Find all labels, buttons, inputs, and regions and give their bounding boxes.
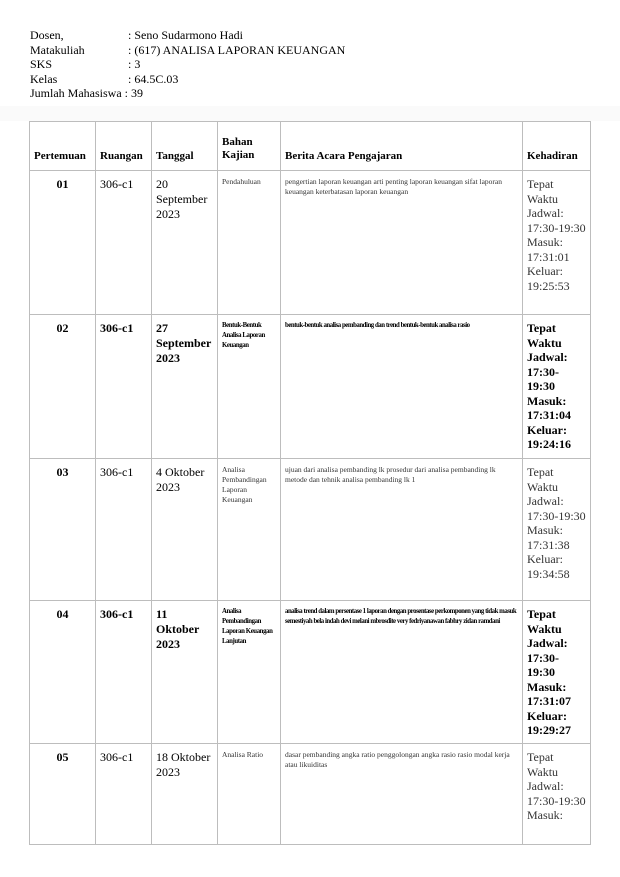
berita-cell: ujuan dari analisa pembanding lk prosedur dari analisa pembanding lk metode dan tehnik analisa pembanding lk 1 <box>281 459 523 601</box>
ruangan-cell: 306-c1 <box>96 744 152 845</box>
ruangan-cell: 306-c1 <box>96 171 152 315</box>
jumlah-value: : 39 <box>124 86 143 100</box>
kelas-value: : 64.5C.03 <box>128 71 179 86</box>
bahan-cell: Bentuk-Bentuk Analisa Laporan Keuangan <box>218 315 281 459</box>
jumlah-label: Jumlah Mahasiswa <box>30 86 122 100</box>
sks-value: : 3 <box>128 57 141 71</box>
kehadiran-cell: Tepat Waktu Jadwal: 17:30-19:30 Masuk: 17:31:07 Keluar: 19:29:27 <box>523 601 591 744</box>
col-bahan-kajian: Bahan Kajian <box>218 122 281 171</box>
table-row <box>30 459 591 601</box>
kelas-row <box>30 72 345 87</box>
pertemuan-cell: 01 <box>30 171 96 315</box>
bahan-cell: Analisa Ratio <box>218 744 281 845</box>
sks-row <box>30 57 345 72</box>
ruangan-cell: 306-c1 <box>96 315 152 459</box>
col-tanggal: Tanggal <box>152 122 218 171</box>
pertemuan-cell: 02 <box>30 315 96 459</box>
matakuliah-row <box>30 43 345 58</box>
matakuliah-value: : (617) ANALISA LAPORAN KEUANGAN <box>128 42 346 57</box>
jumlah-row <box>30 86 345 101</box>
dosen-label: Dosen, <box>30 28 64 42</box>
course-header <box>30 28 345 101</box>
col-kehadiran: Kehadiran <box>523 122 591 171</box>
tanggal-cell: 4 Oktober 2023 <box>152 459 218 601</box>
matakuliah-label: Matakuliah <box>30 42 85 57</box>
bahan-cell: Analisa Pembandingan Laporan Keuangan <box>218 459 281 601</box>
tanggal-cell: 11 Oktober 2023 <box>152 601 218 744</box>
table-row <box>30 601 591 744</box>
kehadiran-cell: Tepat Waktu Jadwal: 17:30-19:30 Masuk: 17:31:01 Keluar: 19:25:53 <box>523 171 591 315</box>
col-pertemuan: Pertemuan <box>30 122 96 171</box>
bahan-cell: Pendahuluan <box>218 171 281 315</box>
berita-cell: analisa trend dalam persentase 1 laporan dengan prosentase perkomponen yang tidak masuk semestiyah bela indah devi melani mbrosdite very fedriyanawan fabhry zidan ramdani <box>281 601 523 744</box>
kehadiran-cell: Tepat Waktu Jadwal: 17:30-19:30 Masuk: <box>523 744 591 845</box>
table-header-row <box>30 122 591 171</box>
table-row <box>30 744 591 845</box>
bahan-cell: Analisa Pembandingan Laporan Keuangan Lanjutan <box>218 601 281 744</box>
ruangan-cell: 306-c1 <box>96 459 152 601</box>
berita-cell: bentuk-bentuk analisa pembanding dan trend bentuk-bentuk analisa rasio <box>281 315 523 459</box>
berita-cell: pengertian laporan keuangan arti penting laporan keuangan sifat laporan keuangan keterbatasan laporan keuangan <box>281 171 523 315</box>
tanggal-cell: 18 Oktober 2023 <box>152 744 218 845</box>
col-berita-acara: Berita Acara Pengajaran <box>281 122 523 171</box>
kehadiran-cell: Tepat Waktu Jadwal: 17:30-19:30 Masuk: 17:31:38 Keluar: 19:34:58 <box>523 459 591 601</box>
pertemuan-cell: 05 <box>30 744 96 845</box>
col-ruangan: Ruangan <box>96 122 152 171</box>
pertemuan-cell: 03 <box>30 459 96 601</box>
berita-cell: dasar pembanding angka ratio penggolongan angka rasio rasio modal kerja atau likuiditas <box>281 744 523 845</box>
tanggal-cell: 27 September 2023 <box>152 315 218 459</box>
kehadiran-cell: Tepat Waktu Jadwal: 17:30-19:30 Masuk: 17:31:04 Keluar: 19:24:16 <box>523 315 591 459</box>
table-row <box>30 315 591 459</box>
dosen-row <box>30 28 345 43</box>
kelas-label: Kelas <box>30 71 58 86</box>
ruangan-cell: 306-c1 <box>96 601 152 744</box>
dosen-value: : Seno Sudarmono Hadi <box>128 28 243 42</box>
tanggal-cell: 20 September 2023 <box>152 171 218 315</box>
table-row <box>30 171 591 315</box>
sks-label: SKS <box>30 57 53 71</box>
spacer-band <box>0 106 620 121</box>
attendance-table <box>29 121 591 845</box>
pertemuan-cell: 04 <box>30 601 96 744</box>
